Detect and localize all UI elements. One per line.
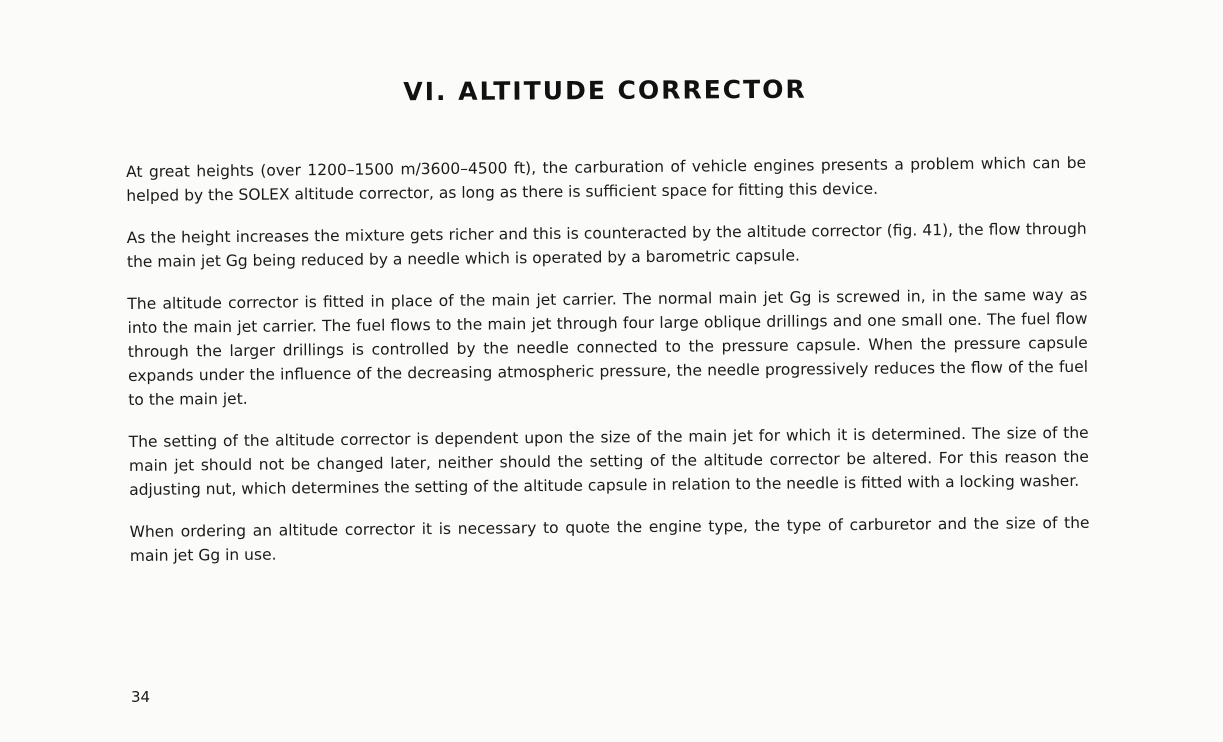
paragraph-1: At great heights (over 1200–1500 m/3600–4500 ft), the carburation of vehicle engines presents a problem which can be helped by the SOLEX altitude corrector, as long as there is sufficient space for fitting this device. (126, 153, 1087, 205)
page-number: 34 (131, 688, 151, 706)
paragraph-2: As the height increases the mixture gets richer and this is counteracted by the altitude corrector (fig. 41), the flow through the main jet Gg being reduced by a needle which is operated by a barometric capsule. (126, 219, 1087, 271)
paragraph-5: When ordering an altitude corrector it is necessary to quote the engine type, the type of carburetor and the size of the main jet Gg in use. (129, 513, 1090, 565)
body-text (126, 151, 1090, 586)
chapter-title: VI. ALTITUDE CORRECTOR (403, 74, 807, 107)
paragraph-3: The altitude corrector is fitted in place of the main jet carrier. The normal main jet Gg is screwed in, in the same way as into the main jet carrier. The fuel flows to the main jet through four large oblique drillings and one small one. The fuel flow through the larger drillings is controlled by the needle connected to the pressure capsule. When the pressure capsule expands under the influence of the decreasing atmospheric pressure, the needle progressively reduces the flow of the fuel to the main jet. (127, 285, 1089, 409)
paragraph-4: The setting of the altitude corrector is dependent upon the size of the main jet for which it is determined. The size of the main jet should not be changed later, neither should the setting of the altitude corrector be altered. For this reason the adjusting nut, which determines the setting of the altitude capsule in relation to the needle is fitted with a locking washer. (128, 423, 1089, 499)
